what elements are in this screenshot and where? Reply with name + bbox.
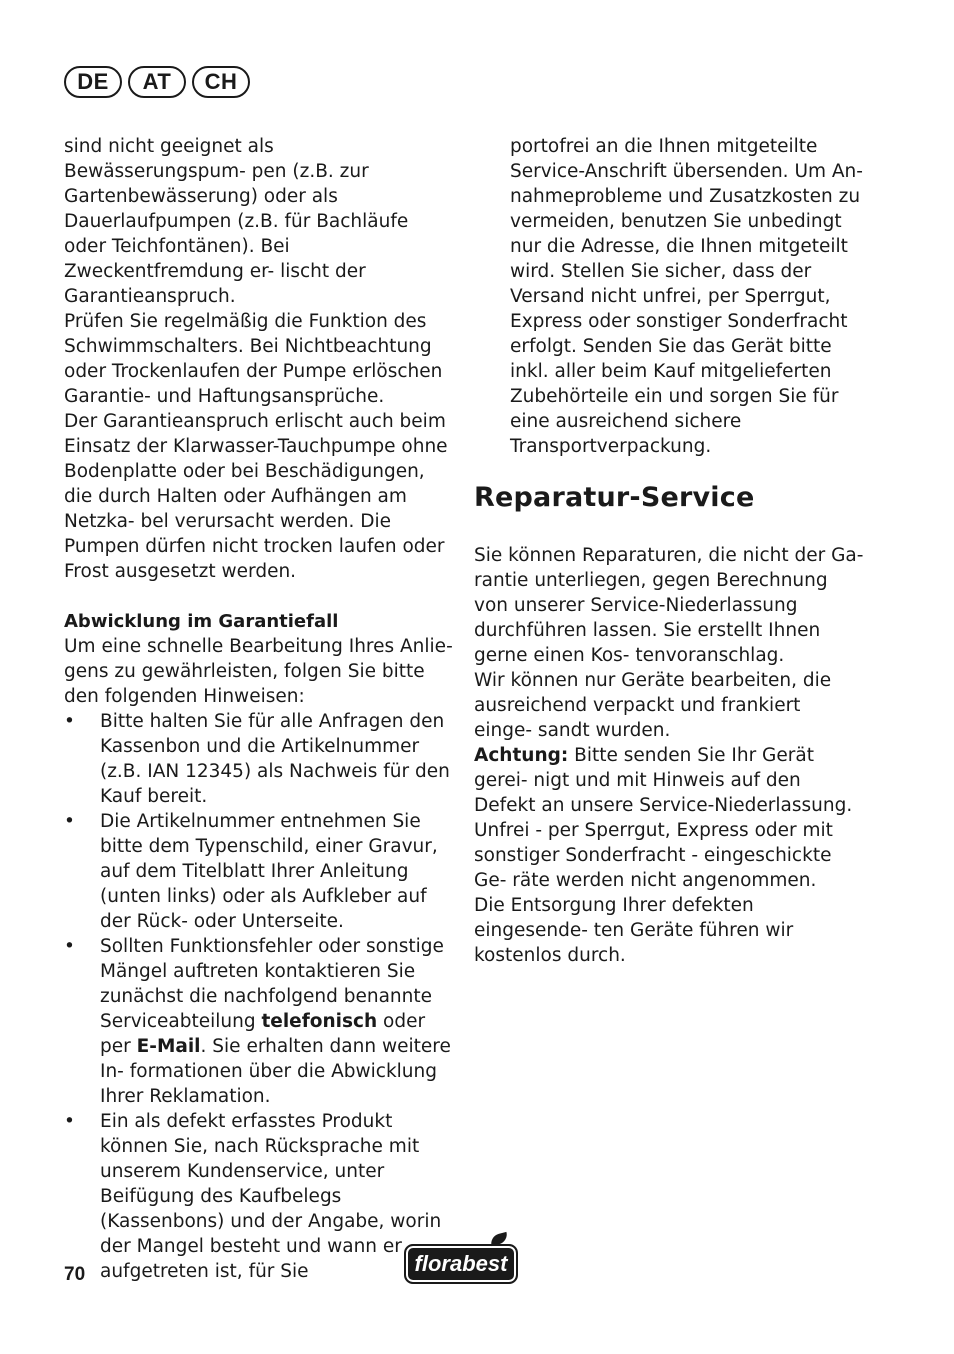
repair-paragraph-2: Wir können nur Geräte bearbeiten, die ausreichend verpackt und frankiert einge- sandt wurden. — [474, 670, 832, 741]
left-paragraph-3: Der Garantieanspruch erlischt auch beim Einsatz der Klarwasser-Tauchpumpe ohne Bodenplatte oder bei Beschädigungen, die durch Halten oder Aufhängen am Netzka- bel verursacht werden. Die Pumpen dürfen nicht trocken laufen oder Frost ausgesetzt werden. — [64, 411, 448, 582]
badge-ch: CH — [192, 66, 250, 98]
country-badges — [64, 66, 250, 98]
list-item: • Die Artikelnummer entnehmen Sie bitte dem Typenschild, einer Gravur, auf dem Titelblatt Ihrer Anleitung (unten links) oder als Aufkleber auf der Rück- oder Unterseite. — [64, 809, 454, 934]
bold-phone: telefonisch — [261, 1011, 378, 1032]
warranty-intro: Um eine schnelle Bearbeitung Ihres Anlie- gens zu gewährleisten, folgen Sie bitte den folgenden Hinweisen: — [64, 636, 453, 707]
repair-paragraph-5: Die Entsorgung Ihrer defekten eingesende- ten Geräte führen wir kostenlos durch. — [474, 895, 794, 966]
repair-paragraph-4: Unfrei - per Sperrgut, Express oder mit sonstiger Sonderfracht - eingeschickte Ge- räte werden nicht angenommen. — [474, 820, 833, 891]
warranty-heading: Abwicklung im Garantiefall — [64, 611, 339, 632]
badge-at: AT — [128, 66, 186, 98]
page-number: 70 — [64, 1264, 86, 1285]
repair-paragraph-1: Sie können Reparaturen, die nicht der Ga- rantie unterliegen, gegen Berechnung von unserer Service-Niederlassung durchführen lassen. Sie erstellt Ihnen gerne einen Kos- tenvoranschlag. — [474, 545, 864, 666]
badge-de: DE — [64, 66, 122, 98]
list-item: • Bitte halten Sie für alle Anfragen den Kassenbon und die Artikelnummer (z.B. IAN 12345) als Nachweis für den Kauf bereit. — [64, 709, 454, 809]
bullet-text: . Sie erhalten dann weitere In- formationen über die Abwicklung Ihrer Reklamation. — [100, 1036, 451, 1107]
bullet-text: oder per — [100, 1011, 426, 1057]
left-paragraph-2: Prüfen Sie regelmäßig die Funktion des Schwimmschalters. Bei Nichtbeachtung oder Trockenlaufen der Pumpe erlöschen Garantie- und Haftungsansprüche. — [64, 311, 443, 407]
logo-text: florabest — [404, 1244, 518, 1284]
bullet-continuation: portofrei an die Ihnen mitgeteilte Service-Anschrift übersenden. Um An- nahmeprobleme und Zusatzkosten zu vermeiden, benutzen Sie unbedingt nur die Adresse, die Ihnen mitgeteilt wird. Stellen Sie sicher, dass der Versand nicht unfrei, per Sperrgut, Express oder sonstiger Sonderfracht erfolgt. Senden Sie das Gerät bitte inkl. aller beim Kauf mitgelieferten Zubehörteile ein und sorgen Sie für eine ausreichend sichere Transportverpackung. — [510, 136, 863, 457]
left-column — [64, 134, 454, 1284]
list-item — [64, 934, 454, 1109]
attention-label: Achtung: — [474, 745, 569, 766]
warranty-bullet-list — [64, 709, 454, 1284]
bold-email: E-Mail — [136, 1036, 201, 1057]
right-column — [474, 134, 864, 968]
florabest-logo — [404, 1244, 518, 1284]
list-item: • Ein als defekt erfasstes Produkt können Sie, nach Rücksprache mit unserem Kundenservice, unter Beifügung des Kaufbelegs (Kassenbons) und der Angabe, worin der Mangel besteht und wann er aufgetreten ist, für Sie — [64, 1109, 454, 1284]
spacer — [64, 584, 454, 609]
section-title: Reparatur-Service — [474, 482, 755, 513]
attention-text: Bitte senden Sie Ihr Gerät gerei- nigt und mit Hinweis auf den Defekt an unsere Service-Niederlassung. — [474, 745, 853, 816]
left-paragraph-1: sind nicht geeignet als Bewässerungspum- pen (z.B. zur Gartenbewässerung) oder als Dauerlaufpumpen (z.B. für Bachläufe oder Teichfontänen). Bei Zweckentfremdung er- lischt der Garantieanspruch. — [64, 136, 409, 307]
bullet-text: Sollten Funktionsfehler oder sonstige Mängel auftreten kontaktieren Sie zunächst die nachfolgend benannte Serviceabteilung — [100, 936, 444, 1032]
repair-paragraph-3 — [474, 743, 864, 818]
